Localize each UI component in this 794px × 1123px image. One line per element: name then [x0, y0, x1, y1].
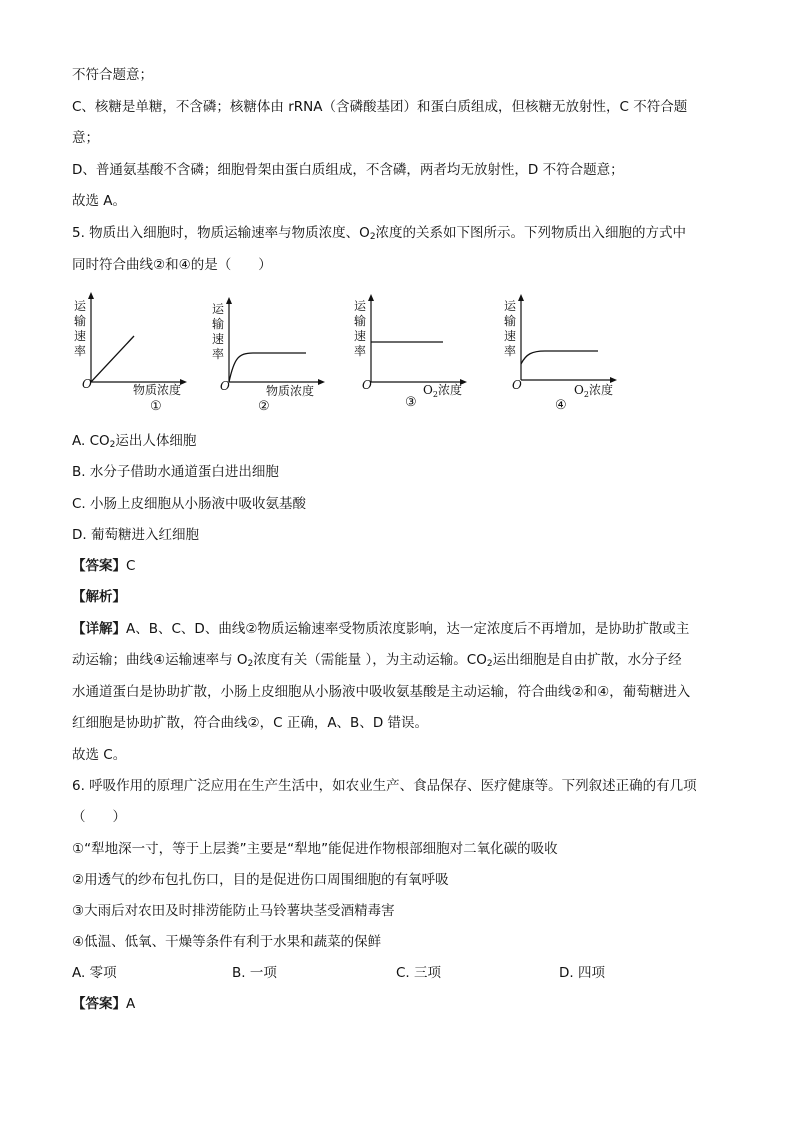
- graph-4: [500, 292, 630, 417]
- curve-saturating: [229, 353, 306, 382]
- q5-detail-line-3: 水通道蛋白是协助扩散，小肠上皮细胞从小肠液中吸收氨基酸是主动运输，符合曲线②和④，葡萄糖进入: [72, 684, 691, 700]
- origin-label: O: [512, 378, 522, 392]
- y-label-char: 输: [354, 314, 367, 328]
- q6-stem-line-1: 6. 呼吸作用的原理广泛应用在生产生活中，如农业生产、食品保存、医疗健康等。下列叙述正确的有几项: [72, 778, 697, 794]
- y-label-char: 率: [74, 344, 87, 358]
- y-label-char: 速: [212, 332, 225, 346]
- y-label-char: 速: [74, 329, 87, 343]
- q5-option-c: C. 小肠上皮细胞从小肠液中吸收氨基酸: [72, 496, 307, 512]
- y-label-char: 运: [354, 299, 367, 313]
- q5-detail-line-5: 故选 C。: [72, 747, 127, 763]
- y-label-char: 率: [354, 344, 367, 358]
- curve-saturating-offset: [521, 351, 598, 364]
- y-label-char: 运: [504, 299, 517, 313]
- text-line-5: 故选 A。: [72, 193, 127, 209]
- y-label-char: 速: [504, 329, 517, 343]
- graph-number: ②: [258, 399, 270, 414]
- q6-option-c: C. 三项: [396, 965, 442, 981]
- q6-option-d: D. 四项: [559, 965, 605, 981]
- x-axis-label: 物质浓度: [266, 384, 315, 398]
- q5-option-b: B. 水分子借助水通道蛋白进出细胞: [72, 464, 279, 480]
- x-axis-label: $O_2$浓度: [574, 383, 613, 399]
- q5-stem-line-2: 同时符合曲线②和④的是（ ）: [72, 257, 272, 273]
- y-label-char: 运: [74, 299, 87, 313]
- graph-3: [350, 292, 480, 417]
- text-line-3: 意；: [72, 130, 99, 146]
- x-axis-label: $O_2$浓度: [423, 383, 462, 399]
- text-line-2: C、核糖是单糖，不含磷；核糖体由 rRNA（含磷酸基团）和蛋白质组成，但核糖无放射性，C 不符合题: [72, 99, 688, 115]
- graph-number: ③: [405, 395, 417, 410]
- origin-label: O: [362, 378, 372, 392]
- x-axis-label: 物质浓度: [133, 383, 182, 397]
- origin-label: O: [220, 379, 230, 393]
- q5-analysis-tag: 【解析】: [72, 589, 126, 605]
- q5-option-a: A. $CO_2$运出人体细胞: [72, 433, 197, 450]
- q5-answer: 【答案】C: [72, 558, 136, 574]
- q6-statement-4: ④低温、低氧、干燥等条件有利于水果和蔬菜的保鲜: [72, 934, 382, 950]
- q6-answer: 【答案】A: [72, 996, 136, 1012]
- q6-statement-2: ②用透气的纱布包扎伤口，目的是促进伤口周围细胞的有氧呼吸: [72, 872, 449, 888]
- y-label-char: 速: [354, 329, 367, 343]
- q5-detail-line-4: 红细胞是协助扩散，符合曲线②，C 正确，A、B、D 错误。: [72, 715, 429, 731]
- y-label-char: 运: [212, 302, 225, 316]
- q5-option-d: D. 葡萄糖进入红细胞: [72, 527, 199, 543]
- q6-statement-3: ③大雨后对农田及时排涝能防止马铃薯块茎受酒精毒害: [72, 903, 395, 919]
- text-line-1: 不符合题意；: [72, 67, 153, 83]
- y-label-char: 输: [74, 314, 87, 328]
- graph-2: [208, 295, 338, 420]
- text-line-4: D、普通氨基酸不含磷；细胞骨架由蛋白质组成，不含磷，两者均无放射性，D 不符合题意；: [72, 162, 624, 178]
- q6-option-a: A. 零项: [72, 965, 117, 981]
- q6-option-b: B. 一项: [232, 965, 277, 981]
- q5-detail-line-2: 动运输；曲线④运输速率与 $O_2$浓度有关（需能量 ），为主动运输。$CO_2$运出细胞是自由扩散，水分子经: [72, 652, 682, 669]
- y-label-char: 输: [504, 314, 517, 328]
- q6-stem-line-2: （ ）: [72, 809, 126, 825]
- q5-detail-line-1: 【详解】A、B、C、D、曲线②物质运输速率受物质浓度影响，达一定浓度后不再增加，是协助扩散或主: [72, 621, 690, 637]
- y-label-char: 输: [212, 317, 225, 331]
- q6-statement-1: ①“犁地深一寸，等于上层粪”主要是“犁地”能促进作物根部细胞对二氧化碳的吸收: [72, 841, 558, 857]
- graph-number: ①: [150, 399, 162, 414]
- origin-label: O: [82, 377, 92, 391]
- y-label-char: 率: [504, 344, 517, 358]
- y-label-char: 率: [212, 347, 225, 361]
- q5-stem-line-1: 5. 物质出入细胞时，物质运输速率与物质浓度、$O_2$浓度的关系如下图所示。下列物质出入细胞的方式中: [72, 225, 687, 242]
- graph-number: ④: [555, 398, 567, 413]
- graph-1: [70, 290, 200, 415]
- curve-linear: [91, 336, 134, 382]
